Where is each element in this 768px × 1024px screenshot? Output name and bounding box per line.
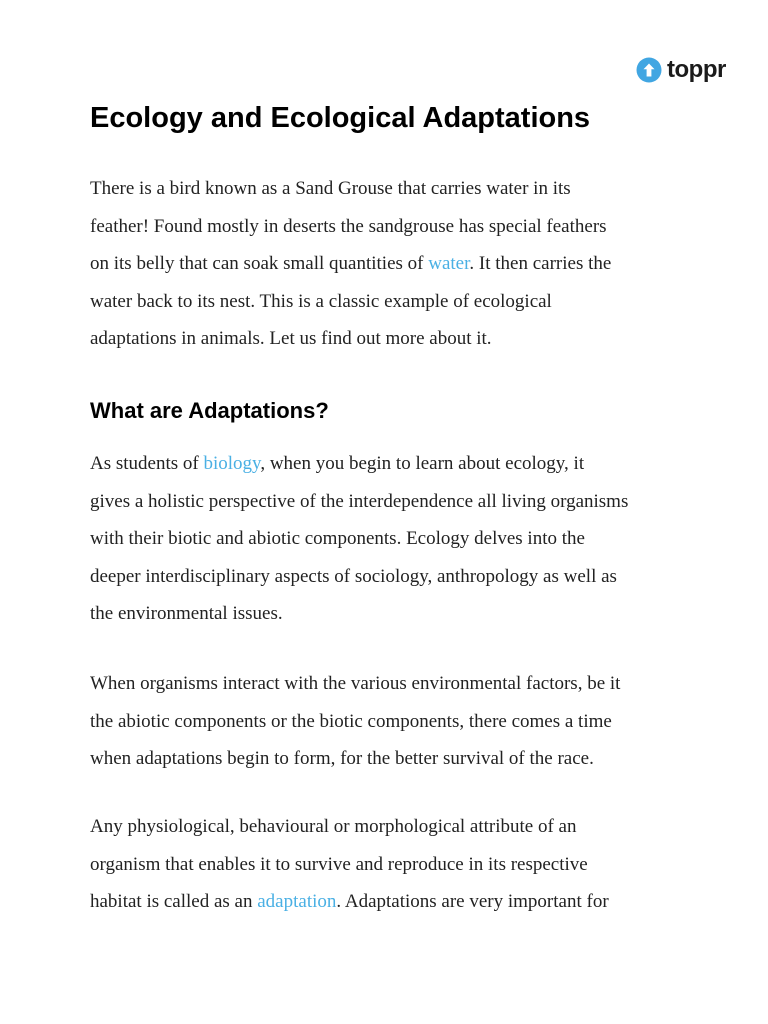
text-line: with their biotic and abiotic components. Ecology delves into the bbox=[90, 528, 585, 549]
paragraph-interaction bbox=[90, 665, 690, 778]
text-line: water back to its nest. This is a classic example of ecological bbox=[90, 290, 552, 312]
toppr-logo[interactable] bbox=[636, 56, 726, 84]
text-line: adaptations in animals. Let us find out more about it. bbox=[90, 328, 492, 349]
brand-name: toppr bbox=[667, 56, 726, 83]
text-line: deeper interdisciplinary aspects of sociology, anthropology as well as bbox=[90, 565, 617, 587]
arrow-up-circle-icon bbox=[636, 57, 662, 83]
text-line: When organisms interact with the various environmental factors, be it bbox=[90, 673, 621, 694]
text-line: when adaptations begin to form, for the better survival of the race. bbox=[90, 748, 594, 769]
biology-link[interactable]: biology bbox=[203, 453, 261, 474]
paragraph-biology bbox=[90, 445, 690, 633]
text-line: habitat is called as an adaptation. Adaptations are very important for bbox=[90, 891, 609, 912]
text-line: As students of biology, when you begin to learn about ecology, it bbox=[90, 453, 585, 474]
section-heading: What are Adaptations? bbox=[90, 398, 329, 423]
adaptation-link[interactable]: adaptation bbox=[257, 891, 337, 912]
paragraph-adaptation bbox=[90, 808, 690, 921]
text-line: Any physiological, behavioural or morphological attribute of an bbox=[90, 816, 577, 837]
text-line: gives a holistic perspective of the interdependence all living organisms bbox=[90, 490, 629, 512]
text-line: There is a bird known as a Sand Grouse that carries water in its bbox=[90, 178, 571, 199]
intro-paragraph bbox=[90, 170, 690, 358]
text-line: organism that enables it to survive and reproduce in its respective bbox=[90, 853, 588, 875]
text-line: on its belly that can soak small quantities of water. It then carries the bbox=[90, 253, 612, 274]
text-line: feather! Found mostly in deserts the sandgrouse has special feathers bbox=[90, 215, 607, 237]
document-title: Ecology and Ecological Adaptations bbox=[90, 102, 591, 134]
text-line: the abiotic components or the biotic components, there comes a time bbox=[90, 710, 612, 732]
text-line: the environmental issues. bbox=[90, 603, 283, 624]
water-link[interactable]: water bbox=[428, 253, 470, 274]
